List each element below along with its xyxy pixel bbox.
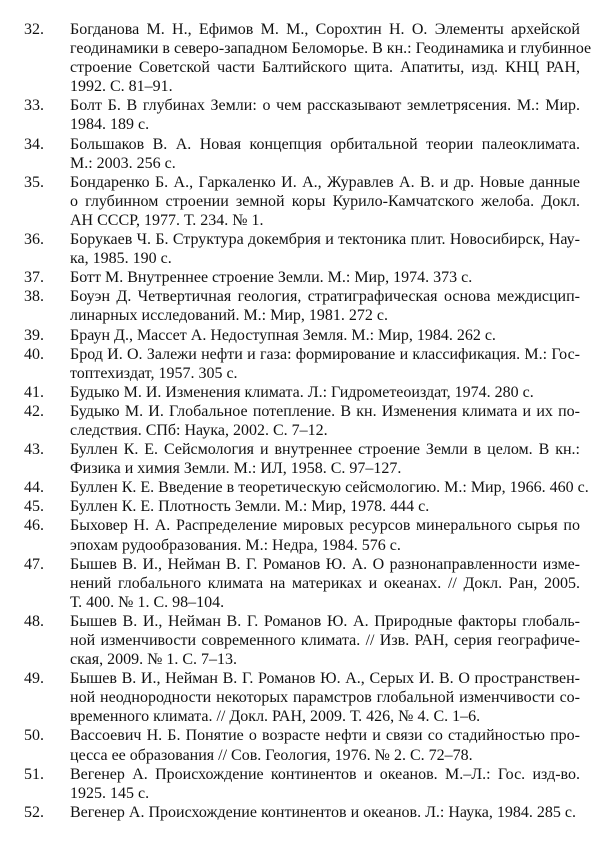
- reference-text: [70, 230, 580, 268]
- reference-line: о глубинном строении земной коры Курило-Камчатского желоба. Докл.: [70, 192, 580, 210]
- reference-number: 40.: [24, 345, 44, 363]
- reference-line: Бондаренко Б. А., Гаркаленко И. А., Журавлев А. В. и др. Новые данные: [70, 173, 580, 191]
- reference-number: 43.: [24, 441, 44, 459]
- reference-line: линарных исследований. М.: Мир, 1981. 272 с.: [70, 307, 388, 325]
- reference-entry: [24, 803, 580, 822]
- reference-text: [70, 135, 580, 173]
- reference-text: [70, 20, 592, 96]
- reference-text: [70, 555, 580, 612]
- reference-line: 1984. 189 с.: [70, 116, 150, 134]
- reference-number: 32.: [24, 21, 44, 38]
- reference-entry: [24, 268, 580, 287]
- reference-line: Борукаев Ч. Б. Структура докембрия и тектоника плит. Новосибирск, Нау-: [70, 231, 580, 249]
- reference-number: 33.: [24, 97, 44, 115]
- reference-number: 47.: [24, 555, 44, 573]
- reference-entry: [24, 497, 580, 516]
- reference-line: Вегенер А. Происхождение континентов и океанов. Л.: Наука, 1984. 285 с.: [70, 803, 576, 821]
- reference-entry: [24, 20, 592, 96]
- reference-number: 38.: [24, 288, 44, 306]
- reference-line: Бышев В. И., Нейман В. Г. Романов Ю. А., Серых И. В. О пространствен-: [70, 670, 580, 688]
- reference-text: [70, 478, 589, 497]
- reference-line: Вегенер А. Происхождение континентов и океанов. М.–Л.: Гос. изд-во.: [70, 765, 580, 783]
- reference-text: [70, 497, 580, 516]
- reference-number: 36.: [24, 231, 44, 249]
- reference-line: Буллен К. Е. Введение в теоретическую сейсмологию. М.: Мир, 1966. 460 с.: [70, 479, 589, 497]
- reference-text: [70, 803, 580, 822]
- reference-line: Бышев В. И., Нейман В. Г. Романов Ю. А. О разнонаправленности изме-: [70, 555, 580, 573]
- reference-line: Т. 400. № 1. С. 98–104.: [70, 593, 225, 611]
- reference-entry: [24, 765, 580, 803]
- reference-line: ной изменчивости современного климата. // Изв. РАН, серия географиче-: [70, 632, 580, 649]
- reference-line: Вассоевич Н. Б. Понятие о возрасте нефти и связи со стадийностью про-: [70, 727, 580, 745]
- reference-entry: [24, 726, 580, 764]
- reference-line: ка, 1985. 190 с.: [70, 250, 172, 268]
- reference-entry: [24, 669, 580, 726]
- reference-line: Богданова М. Н., Ефимов М. М., Сорохтин Н. О. Элементы архейской: [70, 21, 580, 38]
- reference-text: [70, 612, 580, 669]
- reference-line: Буллен К. Е. Сейсмология и внутреннее строение Земли в целом. В кн.:: [70, 441, 580, 459]
- reference-text: [70, 345, 580, 383]
- reference-line: следствия. СПб: Наука, 2002. С. 7–12.: [70, 421, 328, 439]
- reference-entry: [24, 555, 580, 612]
- reference-line: Большаков В. А. Новая концепция орбитальной теории палеоклимата.: [70, 135, 580, 153]
- reference-entry: [24, 326, 580, 345]
- reference-entry: [24, 173, 580, 230]
- reference-line: Ботт М. Внутреннее строение Земли. М.: Мир, 1974. 373 с.: [70, 269, 473, 287]
- reference-text: [70, 96, 580, 134]
- reference-line: Будыко М. И. Изменения климата. Л.: Гидрометеоиздат, 1974. 280 с.: [70, 383, 534, 401]
- reference-text: [70, 383, 580, 402]
- reference-line: цесса ее образования // Сов. Геология, 1976. № 2. С. 72–78.: [70, 746, 473, 764]
- reference-text: [70, 173, 580, 230]
- reference-number: 50.: [24, 727, 44, 745]
- reference-line: топтехиздат, 1957. 305 с.: [70, 364, 238, 382]
- reference-line: Будыко М. И. Глобальное потепление. В кн. Изменения климата и их по-: [70, 402, 580, 420]
- reference-number: 41.: [24, 383, 44, 401]
- reference-line: Боуэн Д. Четвертичная геология, стратиграфическая основа междисцип-: [70, 288, 580, 306]
- reference-line: Физика и химия Земли. М.: ИЛ, 1958. С. 97–127.: [70, 460, 402, 478]
- reference-line: М.: 2003. 256 с.: [70, 154, 176, 172]
- reference-entry: [24, 96, 580, 134]
- reference-text: [70, 268, 580, 287]
- reference-number: 44.: [24, 479, 44, 497]
- reference-number: 52.: [24, 803, 44, 821]
- reference-text: [70, 516, 580, 554]
- reference-line: геодинамики в северо-западном Беломорье. В кн.: Геодинамика и глубинное: [70, 40, 592, 58]
- reference-text: [70, 326, 580, 345]
- reference-text: [70, 440, 580, 478]
- reference-entry: [24, 402, 580, 440]
- reference-line: Бышев В. И., Нейман В. Г. Романов Ю. А. Природные факторы глобаль-: [70, 612, 580, 630]
- reference-line: нений глобального климата на материках и океанах. // Докл. Ран, 2005.: [70, 574, 580, 592]
- reference-entry: [24, 478, 589, 497]
- reference-line: Болт Б. В глубинах Земли: о чем рассказывают землетрясения. М.: Мир.: [70, 97, 580, 115]
- reference-number: 46.: [24, 517, 44, 535]
- reference-text: [70, 669, 580, 726]
- reference-line: эпохам рудообразования. М.: Недра, 1984. 576 с.: [70, 536, 401, 554]
- reference-entry: [24, 440, 580, 478]
- reference-number: 35.: [24, 173, 44, 191]
- reference-line: Брод И. О. Залежи нефти и газа: формирование и классификация. М.: Гос-: [70, 345, 580, 363]
- reference-number: 48.: [24, 612, 44, 630]
- reference-number: 37.: [24, 269, 44, 287]
- reference-entry: [24, 345, 580, 383]
- reference-text: [70, 726, 580, 764]
- reference-entry: [24, 287, 580, 325]
- reference-line: временного климата. // Докл. РАН, 2009. Т. 426, № 4. С. 1–6.: [70, 708, 481, 726]
- reference-entry: [24, 135, 580, 173]
- reference-line: ская, 2009. № 1. С. 7–13.: [70, 651, 238, 669]
- reference-line: Буллен К. Е. Плотность Земли. М.: Мир, 1978. 444 с.: [70, 498, 430, 516]
- reference-text: [70, 765, 580, 803]
- reference-line: строение Советской части Балтийского щита. Апатиты, изд. КНЦ РАН,: [70, 59, 580, 77]
- reference-text: [70, 287, 580, 325]
- reference-line: ной неоднородности некоторых парамстров глобальной изменчивости со-: [70, 689, 580, 707]
- reference-entry: [24, 383, 580, 402]
- reference-line: Браун Д., Массет А. Недоступная Земля. М.: Мир, 1984. 262 с.: [70, 326, 496, 344]
- reference-line: 1925. 145 с.: [70, 784, 150, 802]
- reference-entry: [24, 612, 580, 669]
- reference-number: 39.: [24, 326, 44, 344]
- reference-number: 49.: [24, 670, 44, 688]
- reference-number: 42.: [24, 402, 44, 420]
- reference-entry: [24, 516, 580, 554]
- reference-line: 1992. С. 81–91.: [70, 78, 173, 96]
- reference-number: 51.: [24, 765, 44, 783]
- reference-entry: [24, 230, 580, 268]
- reference-text: [70, 402, 580, 440]
- reference-list: [24, 20, 592, 822]
- reference-line: АН СССР, 1977. Т. 234. № 1.: [70, 211, 264, 229]
- reference-number: 45.: [24, 498, 44, 516]
- reference-number: 34.: [24, 135, 44, 153]
- reference-line: Быховер Н. А. Распределение мировых ресурсов минерального сырья по: [70, 517, 580, 535]
